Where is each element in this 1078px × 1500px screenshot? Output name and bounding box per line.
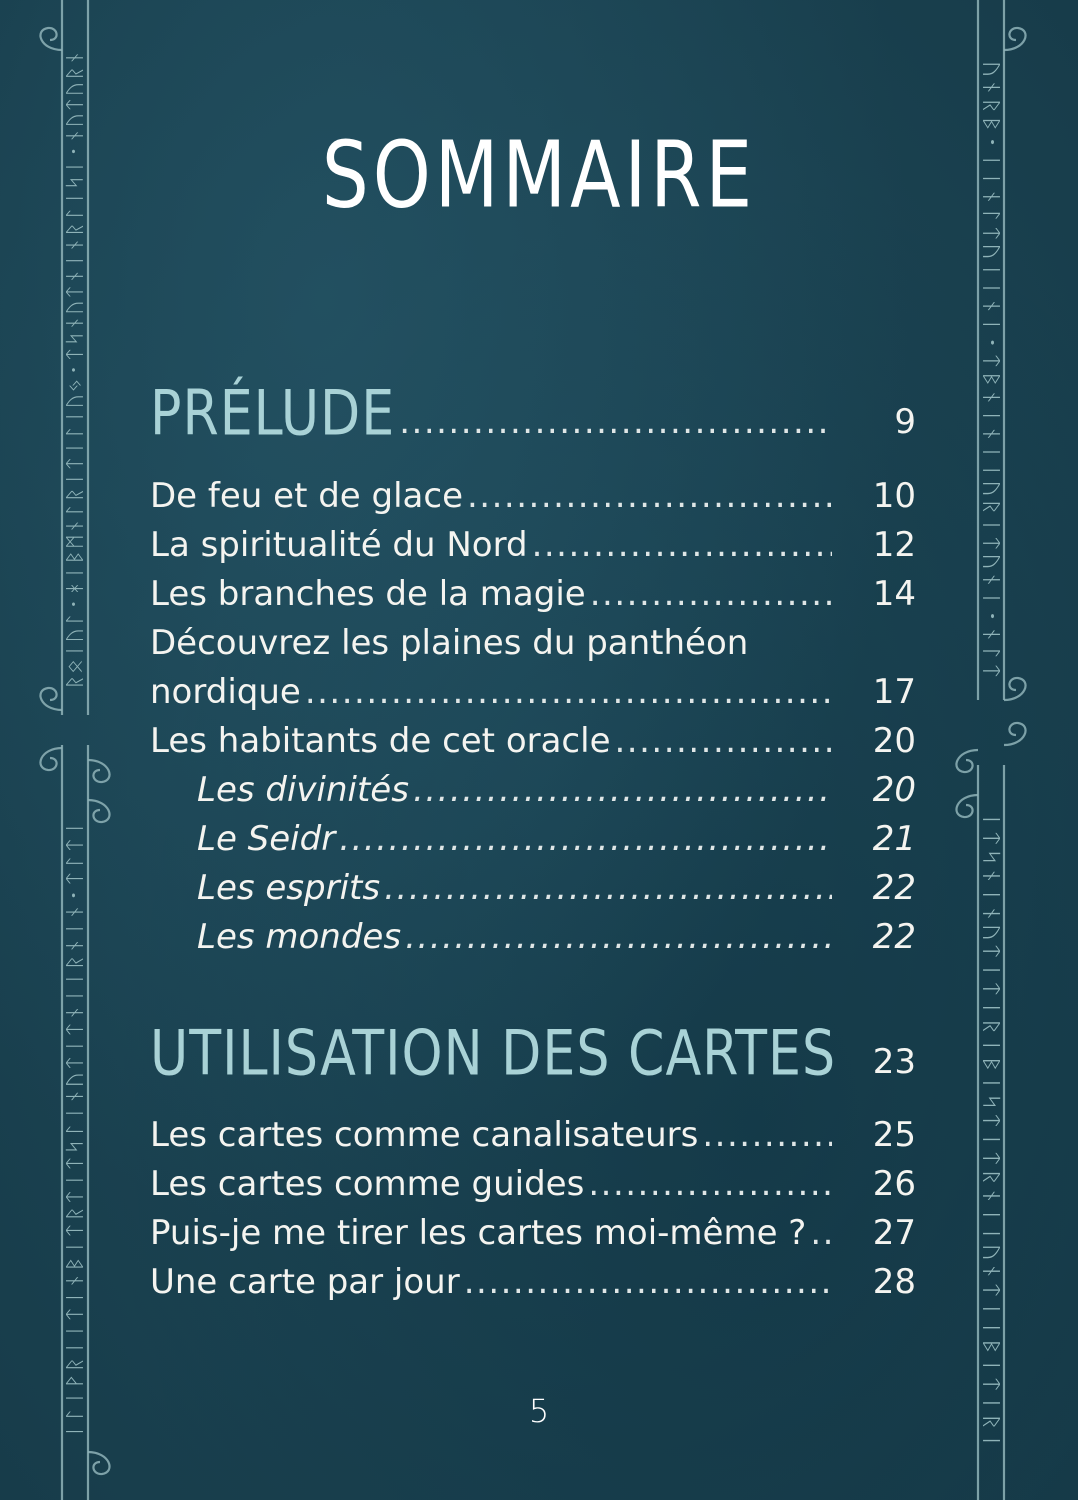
- toc-entry[interactable]: [150, 472, 916, 521]
- toc-entry[interactable]: [150, 1160, 916, 1209]
- toc-entry[interactable]: [150, 717, 916, 766]
- toc-entry[interactable]: [150, 668, 916, 717]
- toc-subentry[interactable]: [150, 815, 916, 864]
- section-title: UTILISATION DES CARTES: [150, 1016, 837, 1090]
- toc-section-heading[interactable]: [150, 378, 916, 448]
- page-ref: 10: [872, 476, 916, 516]
- entry-label: Les cartes comme guides: [150, 1164, 585, 1204]
- dot-leader: [305, 668, 832, 717]
- page-ref: 17: [872, 672, 916, 712]
- page-ref: 28: [872, 1262, 916, 1302]
- section-title: PRÉLUDE: [150, 376, 396, 450]
- page-ref: 23: [872, 1042, 916, 1082]
- page-ref: 12: [872, 525, 916, 565]
- toc-entry[interactable]: [150, 1209, 916, 1258]
- entry-label: Puis-je me tirer les cartes moi-même ?: [150, 1213, 807, 1253]
- entry-label: Les cartes comme canalisateurs: [150, 1115, 699, 1155]
- page-title: SOMMAIRE: [321, 122, 757, 229]
- entry-label: Les branches de la magie: [150, 574, 586, 614]
- page-number: 5: [528, 1392, 550, 1430]
- dot-leader: [467, 472, 832, 521]
- dot-leader: [532, 521, 832, 570]
- dot-leader: [405, 913, 832, 962]
- toc-entry[interactable]: [150, 1111, 916, 1160]
- page-ref: 22: [872, 868, 916, 908]
- dot-leader: [399, 387, 832, 457]
- entry-label-line1[interactable]: Découvrez les plaines du panthéon: [150, 623, 749, 663]
- page-ref: 21: [872, 819, 916, 859]
- dot-leader: [588, 1160, 832, 1209]
- entry-label: Une carte par jour: [150, 1262, 460, 1302]
- toc-subentry[interactable]: [150, 864, 916, 913]
- entry-label: nordique: [150, 672, 301, 712]
- dot-leader: [339, 815, 832, 864]
- page-ref: 14: [872, 574, 916, 614]
- entry-label: Les habitants de cet oracle: [150, 721, 611, 761]
- toc-entry[interactable]: [150, 570, 916, 619]
- dot-leader: [384, 864, 832, 913]
- dot-leader: [590, 570, 832, 619]
- page-ref: 25: [872, 1115, 916, 1155]
- entry-label: Les mondes: [197, 917, 402, 957]
- entry-label: La spiritualité du Nord: [150, 525, 528, 565]
- toc-entry[interactable]: [150, 521, 916, 570]
- page-ref: 20: [872, 721, 916, 761]
- rune-text-left-bottom: ᛁᛚᛁᚹᚱᛁᛁᛏᛁᚾᛒᛁᛏᚱᛏᛁᛏᛋᛚᛁᚾᚢᛏᛁᛏᚾᛁᛁᚱᚾᛁᚾ᛫ᛏᛚᛏᛁ: [64, 1018, 86, 1440]
- toc-subentry[interactable]: [150, 766, 916, 815]
- page-ref: 20: [872, 770, 916, 810]
- dot-leader: [615, 717, 833, 766]
- dot-leader: [464, 1258, 832, 1307]
- page-ref: 9: [894, 402, 916, 442]
- dot-leader: [702, 1111, 832, 1160]
- entry-label: Les esprits: [197, 868, 381, 908]
- page-ref: 26: [872, 1164, 916, 1204]
- page-ref: 27: [872, 1213, 916, 1253]
- page-ref: 22: [872, 917, 916, 957]
- dot-leader: [413, 766, 832, 815]
- toc-subentry[interactable]: [150, 913, 916, 962]
- dot-leader: [810, 1209, 832, 1258]
- rune-text-right-bottom: ᛁᛏᛋᚾᛁᚾᚢᛏᛁᛏᛁᚱᛁᛒᛁᛋᛏᛁᛏᚱᚾᛁᛁᚢᚾᛏᛁᛁᛒᛁᛏᛁᚱᛁ: [980, 810, 1002, 1198]
- toc-section-heading[interactable]: [150, 1018, 916, 1088]
- entry-label: De feu et de glace: [150, 476, 463, 516]
- rune-text-right-top: ᚢᚾᚱᛒ᛫ᛁᛁᚾᛚᛏᚢᛁᛁᚾᛁ᛫ᛏᛒᚾᛁᚾᛁᛁᚢᚱᛁᛏᚢᚾᛁ᛫ᚾᛚᛏ: [980, 60, 1002, 448]
- entry-label: Le Seidr: [197, 819, 336, 859]
- rune-text-left-top: ᚱᛟᛁᚢᛚ᛫ᚼᛁᛒᛗᚾᛚᚱᛁᛏᛁᛚᛁᚢᛃ᛫ᛏᛋᚾᚢᛏᚾᛁᚾᚱᛚᛁᛋᛁ᛫ᚾᚢᛏᚢᚱᚾ: [64, 222, 86, 690]
- toc-entry[interactable]: [150, 1258, 916, 1307]
- entry-label: Les divinités: [197, 770, 409, 810]
